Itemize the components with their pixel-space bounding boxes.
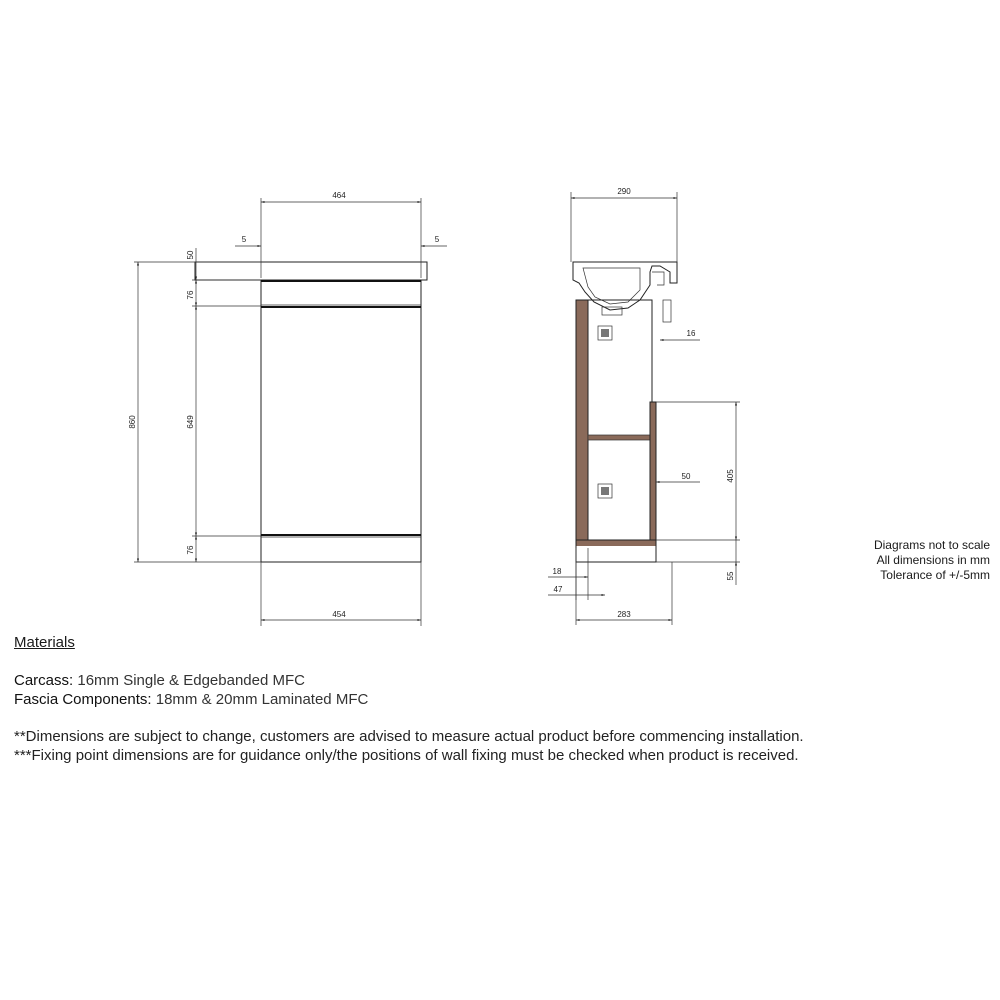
note-units: All dimensions in mm <box>876 553 990 567</box>
fixing-bracket-bottom <box>598 484 612 498</box>
side-view <box>548 187 740 625</box>
fascia-spec <box>14 690 974 709</box>
disclaimer-dimensions: **Dimensions are subject to change, customers are advised to measure actual product before commencing installation. <box>14 728 804 745</box>
materials-section <box>14 634 974 765</box>
dim-overhang-left: 5 <box>241 235 247 244</box>
front-basin-top <box>195 262 427 280</box>
dim-bottom-width: 454 <box>332 610 346 619</box>
fixing-bracket-top <box>598 326 612 340</box>
dim-shelf-inset: 50 <box>681 472 691 481</box>
carcass-label: Carcass: <box>14 672 74 689</box>
side-basin <box>573 262 677 310</box>
dim-plinth: 76 <box>186 545 195 555</box>
fascia-value: 18mm & 20mm Laminated MFC <box>151 691 369 708</box>
drawing-notes <box>874 538 990 583</box>
materials-title: Materials <box>14 634 75 651</box>
front-view <box>128 191 447 626</box>
dim-top-depth: 290 <box>617 187 631 196</box>
side-back-panel <box>576 300 588 540</box>
note-tolerance: Tolerance of +/-5mm <box>880 568 990 582</box>
dim-bottom-depth: 283 <box>617 610 631 619</box>
dim-basin-height: 50 <box>186 250 195 260</box>
side-plinth <box>576 540 656 546</box>
side-door <box>650 402 656 540</box>
dim-fixing-offset: 16 <box>686 329 696 338</box>
fascia-label: Fascia Components: <box>14 691 152 708</box>
carcass-value: 16mm Single & Edgebanded MFC <box>73 672 305 689</box>
dim-top-rail: 76 <box>186 290 195 300</box>
dim-overhang-right: 5 <box>434 235 440 244</box>
front-cabinet-body <box>261 280 421 562</box>
note-scale: Diagrams not to scale <box>873 538 990 552</box>
dim-fixing-depth: 47 <box>553 585 563 594</box>
dim-plinth-height: 55 <box>726 571 735 581</box>
disclaimers <box>14 727 974 765</box>
side-shelf <box>588 435 650 440</box>
dim-total-height: 860 <box>128 415 137 429</box>
disclaimer-fixing: ***Fixing point dimensions are for guidance only/the positions of wall fixing must be checked when product is received. <box>14 747 799 764</box>
dim-top-width: 464 <box>332 191 346 200</box>
dim-panel-thickness: 18 <box>552 567 562 576</box>
dim-shelf-height: 405 <box>726 469 735 483</box>
dim-door-height: 649 <box>186 415 195 429</box>
carcass-spec <box>14 671 974 690</box>
